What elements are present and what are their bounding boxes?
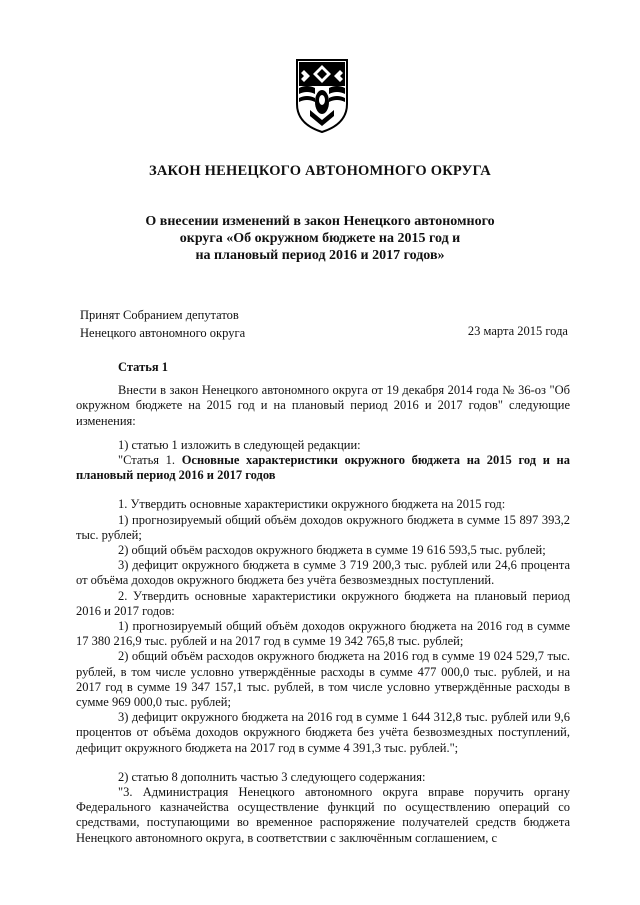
subtitle-line: О внесении изменений в закон Ненецкого автономного — [145, 214, 495, 229]
law-subtitle — [120, 213, 520, 264]
paragraph: 3) дефицит окружного бюджета на 2016 год в сумме 1 644 312,8 тыс. рублей или 9,6 процентов от объёма доходов окружного бюджета без учёта безвозмездных поступлений, дефицит окружного бюджета на 2017 год в сумме 4 391,3 тыс. рублей."; — [76, 710, 570, 755]
paragraph: 3) дефицит окружного бюджета в сумме 3 719 200,3 тыс. рублей или 24,6 процента от объёма доходов окружного бюджета без учёта безвозмездных поступлений. — [76, 558, 570, 588]
adoption-date: 23 марта 2015 года — [467, 324, 568, 338]
coat-of-arms-icon — [295, 58, 349, 134]
paragraph: 1) прогнозируемый общий объём доходов окружного бюджета в сумме 15 897 393,2 тыс. рублей; — [76, 512, 570, 542]
subtitle-line: округа «Об окружном бюджете на 2015 год и — [179, 231, 461, 246]
adoption-line: Принят Собранием депутатов — [80, 308, 239, 322]
article-heading: Статья 1 — [118, 360, 168, 374]
article-body — [76, 360, 570, 846]
quote-prefix: "Статья 1. — [118, 453, 182, 468]
adoption-line: Ненецкого автономного округа — [80, 326, 246, 340]
paragraph: 2. Утвердить основные характеристики окружного бюджета на плановый период 2016 и 2017 годов: — [76, 588, 570, 618]
quote-title: Основные характеристики окружного бюджета на 2015 год и на плановый период 2016 и 2017 годов — [76, 453, 570, 483]
adoption-body — [80, 306, 245, 342]
law-title: ЗАКОН НЕНЕЦКОГО АВТОНОМНОГО ОКРУГА — [149, 163, 491, 179]
paragraph: "3. Администрация Ненецкого автономного округа вправе поручить органу Федерального казначейства осуществление функций по осуществлению операций со средствами, поступающими во временное распоряжение получателей средств бюджета Ненецкого автономного округа, в соответствии с заключённым соглашением, с — [76, 785, 570, 845]
subtitle-line: на плановый период 2016 и 2017 годов» — [195, 248, 445, 263]
paragraph: Внести в закон Ненецкого автономного округа от 19 декабря 2014 года № 36-оз "Об окружном бюджете на 2015 год и на плановый период 2016 и 2017 годов" следующие изменения: — [76, 383, 570, 428]
paragraph: 2) общий объём расходов окружного бюджета в сумме 19 616 593,5 тыс. рублей; — [118, 543, 546, 558]
paragraph: 1. Утвердить основные характеристики окружного бюджета на 2015 год: — [118, 497, 506, 512]
paragraph: 1) прогнозируемый общий объём доходов окружного бюджета на 2016 год в сумме 17 380 216,9 тыс. рублей и на 2017 год в сумме 19 342 765,8 тыс. рублей; — [76, 619, 570, 649]
paragraph: 1) статью 1 изложить в следующей редакции: — [118, 437, 361, 452]
paragraph: 2) статью 8 дополнить частью 3 следующего содержания: — [118, 769, 426, 784]
quoted-article-title — [76, 453, 570, 483]
paragraph: 2) общий объём расходов окружного бюджета на 2016 год в сумме 19 024 529,7 тыс. рублей, в том числе условно утверждённые расходы в сумме 477 000,0 тыс. рублей, и на 2017 год в сумме 19 347 157,1 тыс. рублей, в том числе условно утверждённые расходы в сумме 969 000,0 тыс. рублей; — [76, 649, 570, 710]
